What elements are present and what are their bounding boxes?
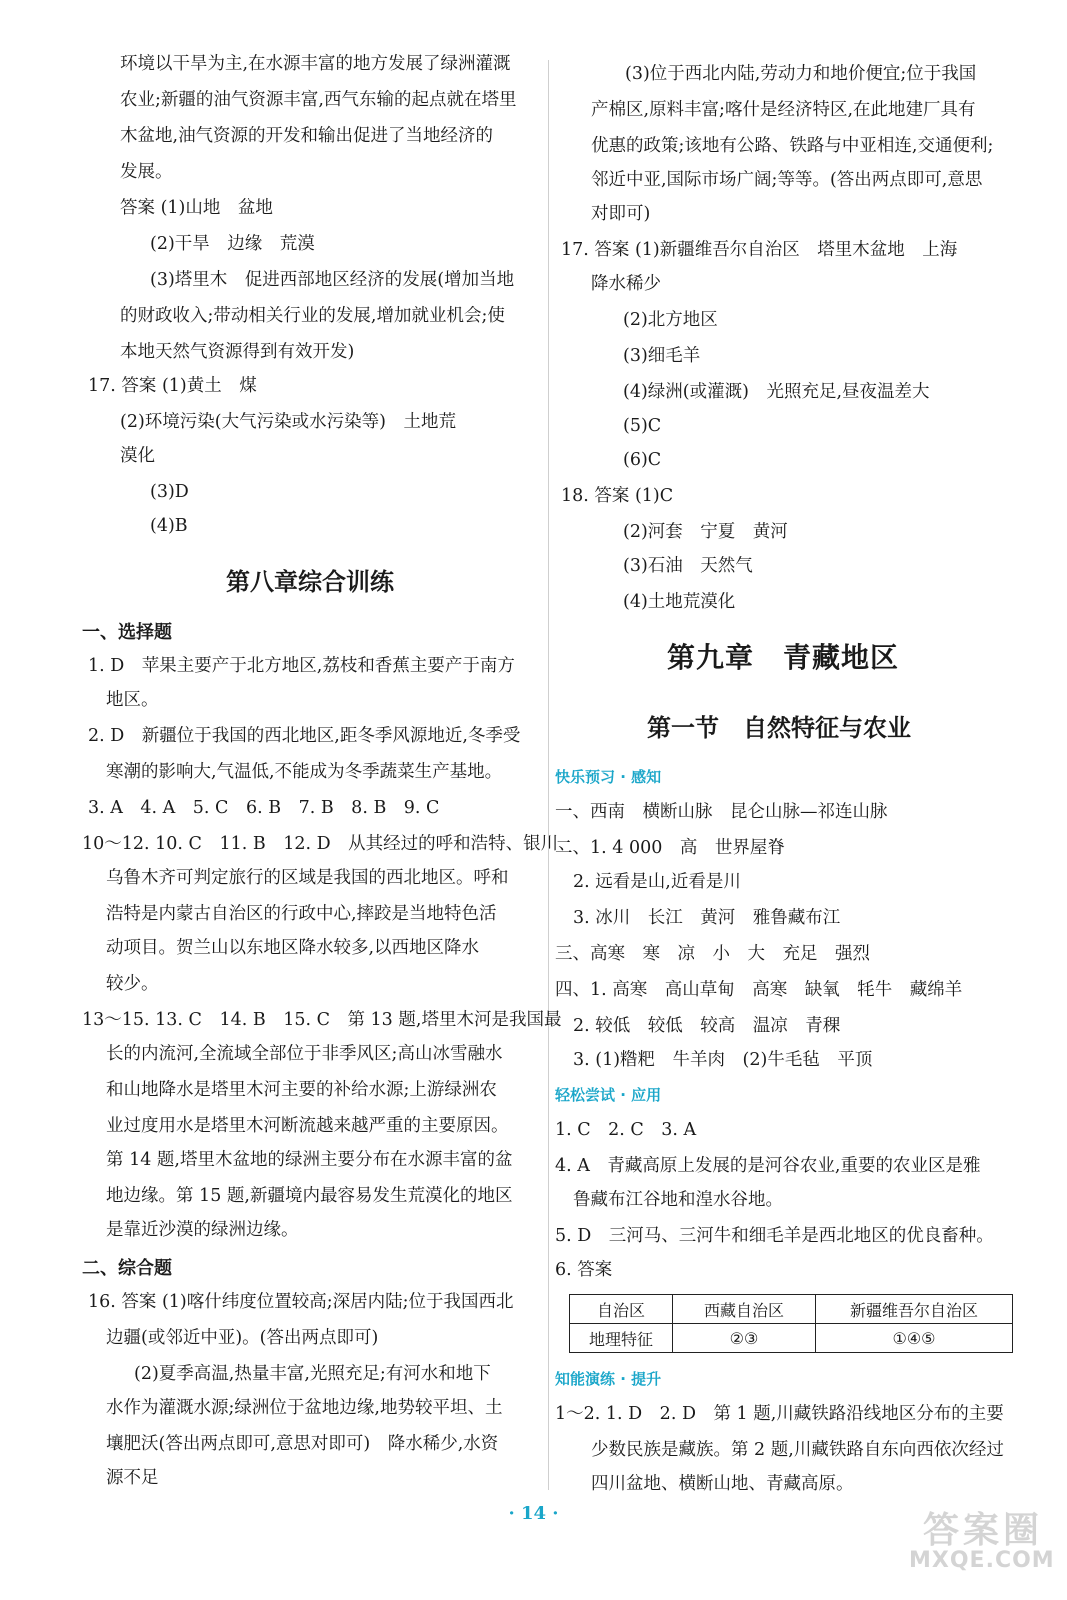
answer-line: 18. 答案 (1)C	[561, 486, 674, 506]
answer-line: (4)B	[150, 516, 188, 536]
section-heading: 二、综合题	[82, 1258, 172, 1279]
answer-line: 产棉区,原料丰富;喀什是经济特区,在此地建厂具有	[591, 100, 976, 120]
answer-line: 对即可)	[591, 204, 651, 224]
answer-line: 水作为灌溉水源;绿洲位于盆地边缘,地势较平坦、土	[106, 1398, 503, 1418]
question-line: 寒潮的影响大,气温低,不能成为冬季蔬菜生产基地。	[106, 762, 503, 782]
text-line: 木盆地,油气资源的开发和输出促进了当地经济的	[120, 126, 494, 146]
answer-line: 优惠的政策;该地有公路、铁路与中亚相连,交通便利;	[591, 136, 994, 156]
answer-line: 5. D 三河马、三河牛和细毛羊是西北地区的优良畜种。	[555, 1226, 994, 1246]
question-line: 浩特是内蒙古自治区的行政中心,摔跤是当地特色活	[106, 904, 497, 924]
answer-line: (2)河套 宁夏 黄河	[623, 522, 788, 542]
answer-line: 2. 远看是山,近看是川	[573, 872, 741, 892]
section-tag: 快乐预习 · 感知	[555, 768, 662, 786]
answer-line: 3. 冰川 长江 黄河 雅鲁藏布江	[573, 908, 841, 928]
text-line: 发展。	[120, 162, 173, 182]
answer-line: (2)北方地区	[623, 310, 718, 330]
page-number: · 14 ·	[508, 1503, 559, 1524]
table-cell: ②③	[673, 1324, 816, 1353]
section-1-title: 第一节 自然特征与农业	[647, 714, 911, 742]
answer-line: (5)C	[623, 416, 662, 436]
answer-line: 鲁藏布江谷地和湟水谷地。	[573, 1190, 783, 1210]
answer-line: 三、高寒 寒 凉 小 大 充足 强烈	[555, 944, 870, 964]
answer-line: 源不足	[106, 1468, 159, 1488]
answer-line: 1～2. 1. D 2. D 第 1 题,川藏铁路沿线地区分布的主要	[555, 1404, 1004, 1424]
section-heading: 一、选择题	[82, 622, 172, 643]
answer-line: 4. A 青藏高原上发展的是河谷农业,重要的农业区是雅	[555, 1156, 981, 1176]
text-line: 环境以干旱为主,在水源丰富的地方发展了绿洲灌溉	[120, 54, 511, 74]
question-line: 13～15. 13. C 14. B 15. C 第 13 题,塔里木河是我国最	[82, 1010, 562, 1030]
answer-line: (3)细毛羊	[623, 346, 701, 366]
answer-line: 16. 答案 (1)喀什纬度位置较高;深居内陆;位于我国西北	[88, 1292, 514, 1312]
answer-line: (6)C	[623, 450, 662, 470]
question-line: 3. A 4. A 5. C 6. B 7. B 8. B 9. C	[88, 798, 440, 818]
table-header-cell: 自治区	[570, 1295, 673, 1324]
question-line: 较少。	[106, 974, 159, 994]
answer-line: 降水稀少	[591, 274, 661, 294]
section-tag: 知能演练 · 提升	[555, 1370, 662, 1388]
answer-line: 3. (1)糌粑 牛羊肉 (2)牛毛毡 平顶	[573, 1050, 873, 1070]
answer-line: 17. 答案 (1)新疆维吾尔自治区 塔里木盆地 上海	[561, 240, 958, 260]
answer-line: 本地天然气资源得到有效开发)	[120, 342, 355, 362]
question-line: 地边缘。第 15 题,新疆境内最容易发生荒漠化的地区	[106, 1186, 513, 1206]
answer-line: (2)夏季高温,热量丰富,光照充足;有河水和地下	[134, 1364, 491, 1384]
section-tag: 轻松尝试 · 应用	[555, 1086, 662, 1104]
answer-line: 边疆(或邻近中亚)。(答出两点即可)	[106, 1328, 379, 1348]
table-cell: 地理特征	[570, 1324, 673, 1353]
watermark-text: 答案圈	[923, 1510, 1044, 1551]
table-row	[570, 1295, 1013, 1324]
question-line: 1. D 苹果主要产于北方地区,荔枝和香蕉主要产于南方	[88, 656, 515, 676]
answer-line: 二、1. 4 000 高 世界屋脊	[555, 838, 785, 858]
answer-line: (3)石油 天然气	[623, 556, 753, 576]
answer-line: (3)塔里木 促进西部地区经济的发展(增加当地	[150, 270, 515, 290]
answer-line: 少数民族是藏族。第 2 题,川藏铁路自东向西依次经过	[591, 1440, 1004, 1460]
question-line: 10～12. 10. C 11. B 12. D 从其经过的呼和浩特、银川、	[82, 834, 576, 854]
chapter-9-title: 第九章 青藏地区	[667, 641, 900, 674]
watermark-url: MXQE.COM	[909, 1548, 1055, 1573]
question-line: 乌鲁木齐可判定旅行的区域是我国的西北地区。呼和	[106, 868, 509, 888]
question-line: 动项目。贺兰山以东地区降水较多,以西地区降水	[106, 938, 480, 958]
table-cell: ①④⑤	[816, 1324, 1013, 1353]
question-line: 地区。	[106, 690, 159, 710]
question-line: 2. D 新疆位于我国的西北地区,距冬季风源地近,冬季受	[88, 726, 521, 746]
answer-line: 漠化	[120, 446, 155, 466]
answer-line: 的财政收入;带动相关行业的发展,增加就业机会;使	[120, 306, 505, 326]
answer-line: (3)D	[150, 482, 189, 502]
answer-line: 17. 答案 (1)黄土 煤	[88, 376, 257, 396]
question-line: 长的内流河,全流域全部位于非季风区;高山冰雪融水	[106, 1044, 503, 1064]
question-line: 第 14 题,塔里木盆地的绿洲主要分布在水源丰富的盆	[106, 1150, 513, 1170]
answer-line: (4)土地荒漠化	[623, 592, 736, 612]
answer-line: 6. 答案	[555, 1260, 613, 1280]
text-line: 农业;新疆的油气资源丰富,西气东输的起点就在塔里	[120, 90, 517, 110]
answer-line: (2)干旱 边缘 荒漠	[150, 234, 315, 254]
answer-line: 邻近中亚,国际市场广阔;等等。(答出两点即可,意思	[591, 170, 983, 190]
question-line: 是靠近沙漠的绿洲边缘。	[106, 1220, 299, 1240]
table-header-cell: 西藏自治区	[673, 1295, 816, 1324]
table-header-cell: 新疆维吾尔自治区	[816, 1295, 1013, 1324]
chapter-8-title: 第八章综合训练	[226, 568, 394, 596]
answer-line: 答案 (1)山地 盆地	[120, 198, 273, 218]
answer-line: (2)环境污染(大气污染或水污染等) 土地荒	[120, 412, 456, 432]
answer-line: (3)位于西北内陆,劳动力和地价便宜;位于我国	[625, 64, 977, 84]
question-line: 业过度用水是塔里木河断流越来越严重的主要原因。	[106, 1116, 509, 1136]
answer-line: 壤肥沃(答出两点即可,意思对即可) 降水稀少,水资	[106, 1434, 499, 1454]
answer-line: 四、1. 高寒 高山草甸 高寒 缺氧 牦牛 藏绵羊	[555, 980, 963, 1000]
answer-line: 2. 较低 较低 较高 温凉 青稞	[573, 1016, 841, 1036]
answer-line: 1. C 2. C 3. A	[555, 1120, 697, 1140]
answer-line: 四川盆地、横断山地、青藏高原。	[591, 1474, 854, 1494]
column-divider	[548, 60, 549, 1490]
watermark-logo	[905, 1502, 1055, 1580]
answer-line: (4)绿洲(或灌溉) 光照充足,昼夜温差大	[623, 382, 930, 402]
answer-line: 一、西南 横断山脉 昆仑山脉—祁连山脉	[555, 802, 888, 822]
table-row	[570, 1324, 1013, 1353]
answer-table	[569, 1294, 1013, 1353]
question-line: 和山地降水是塔里木河主要的补给水源;上游绿洲农	[106, 1080, 497, 1100]
